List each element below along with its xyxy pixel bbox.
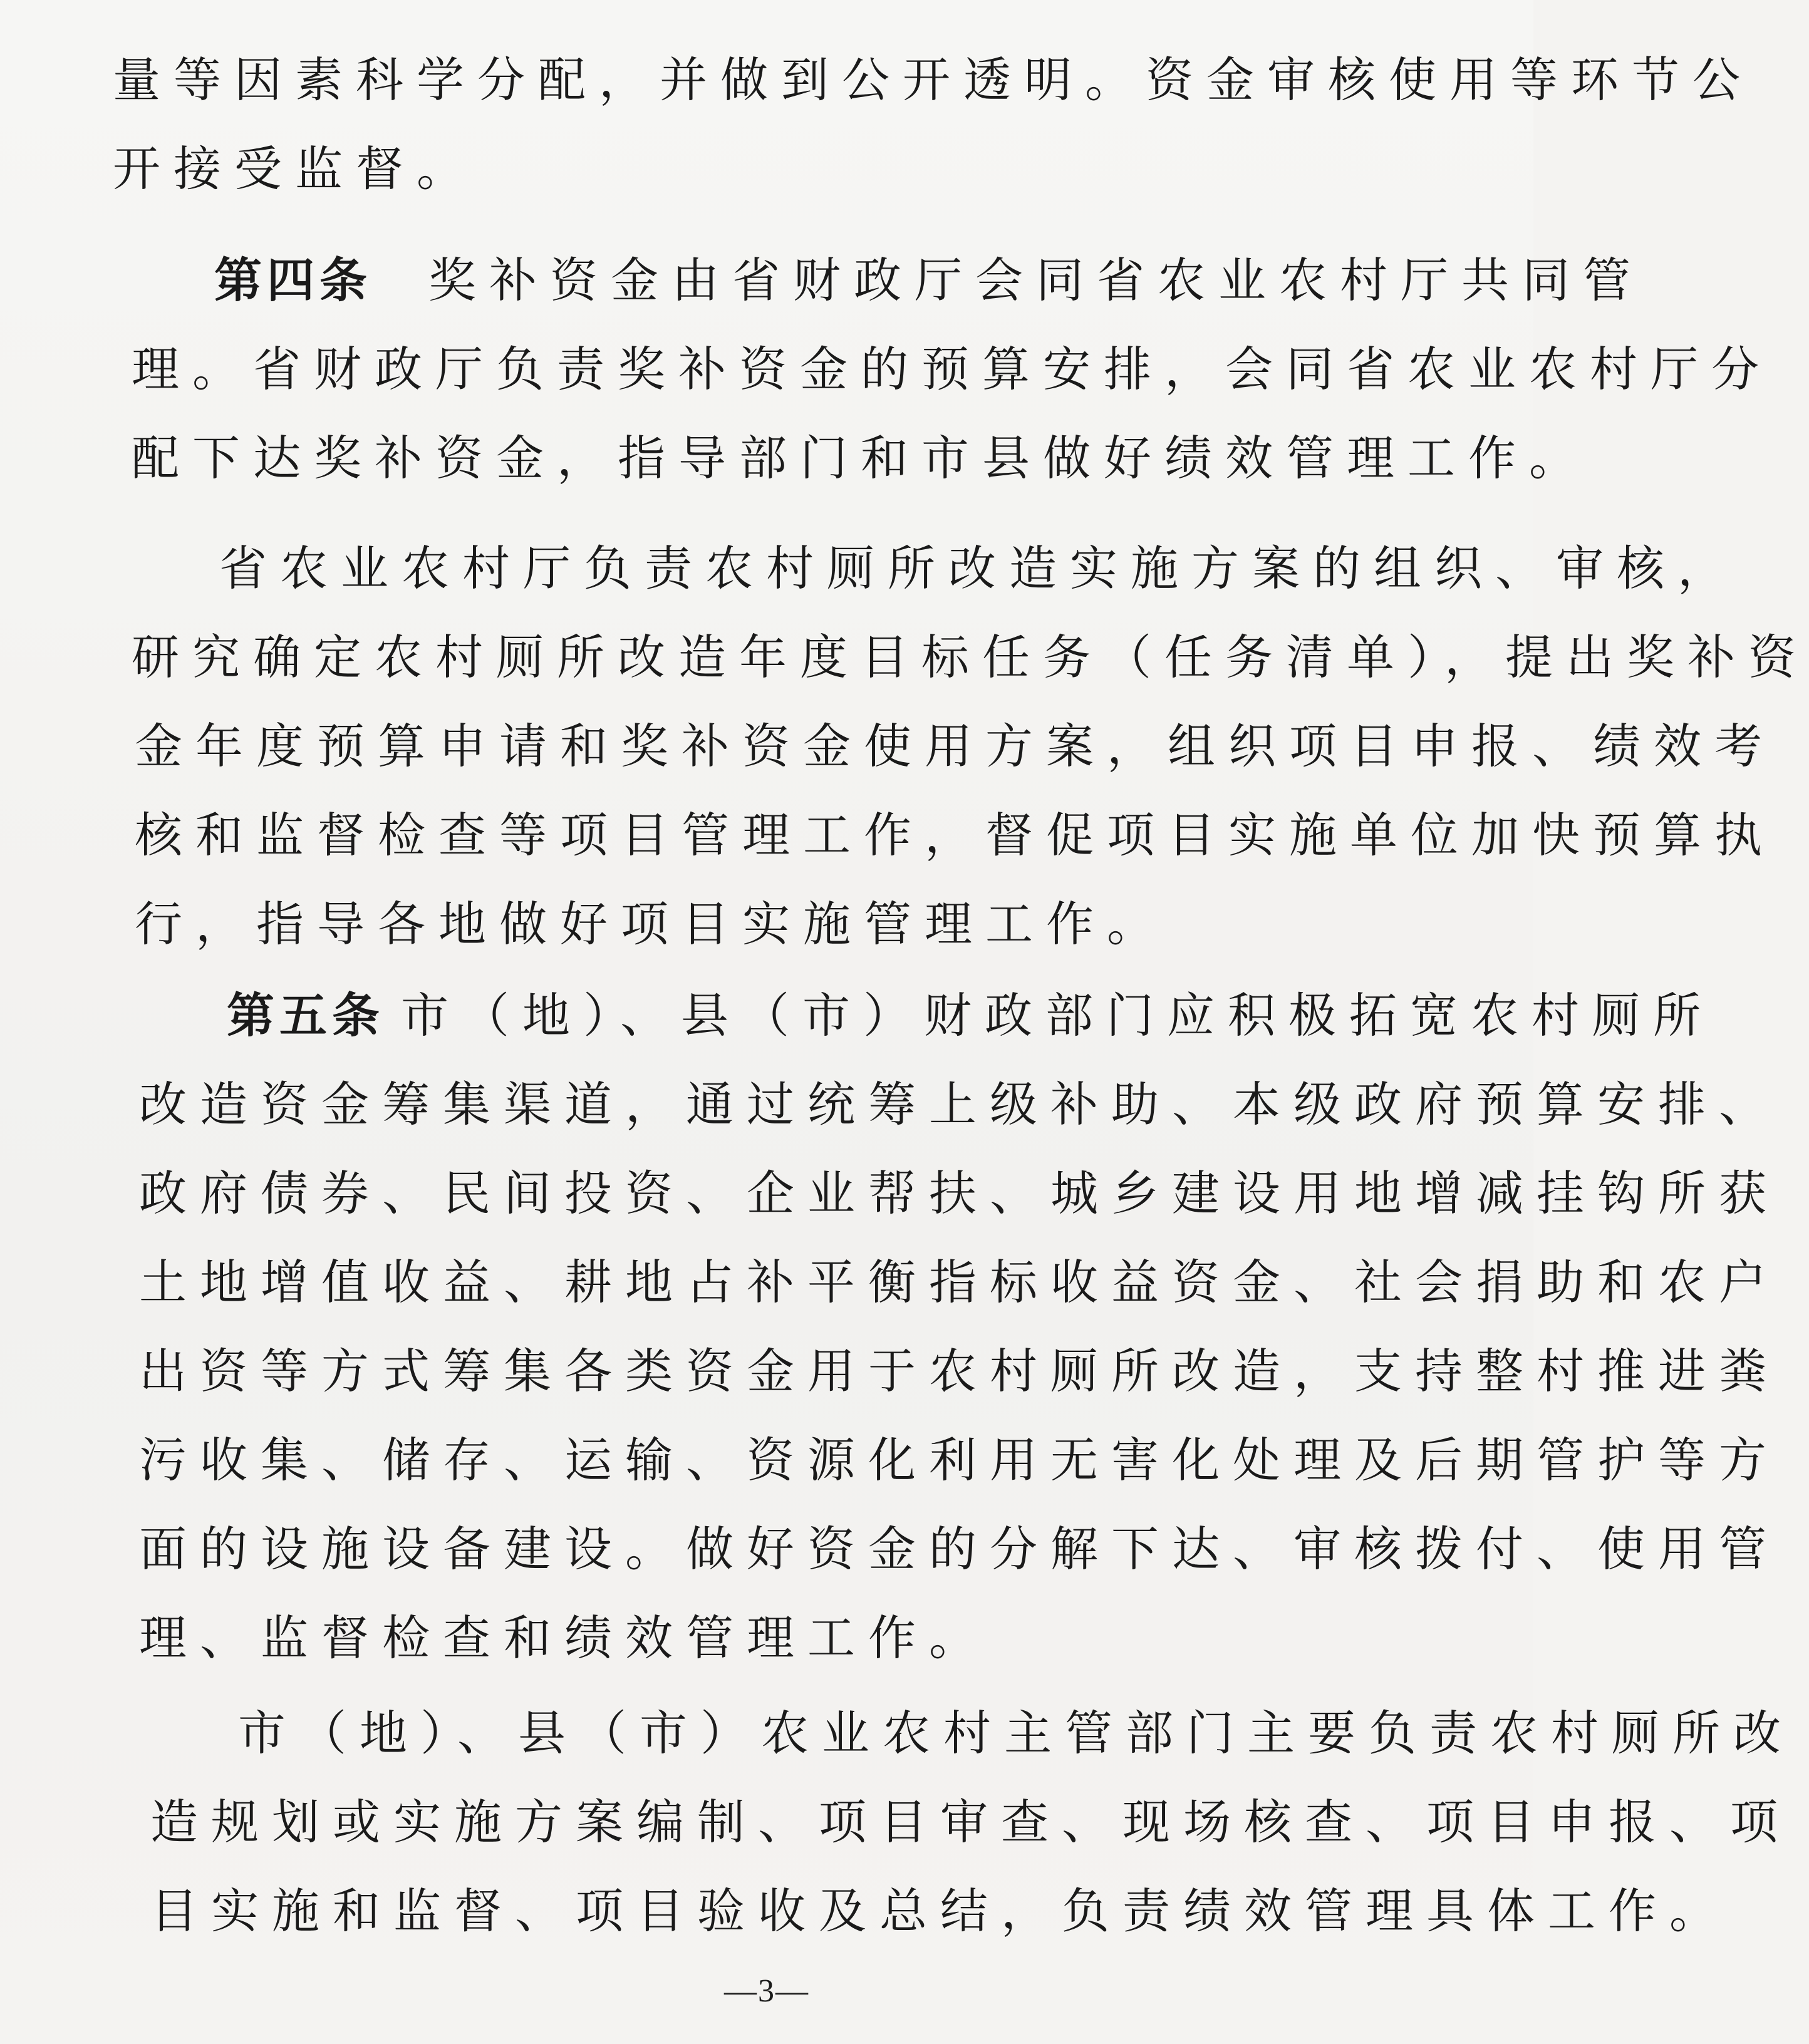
article-5-first-line (227, 984, 1714, 1047)
text-line: 配下达奖补资金，指导部门和市县做好绩效管理工作。 (132, 430, 1590, 486)
text-line: 污收集、储存、运输、资源化利用无害化处理及后期管护等方 (139, 1432, 1780, 1488)
article-4-heading: 第四条 (214, 252, 372, 308)
article-4-text: 奖补资金由省财政厅会同省农业农村厅共同管 (428, 252, 1644, 308)
text-line: 行，指导各地做好项目实施管理工作。 (135, 896, 1168, 952)
article-5-text: 市（地）、县（市）财政部门应积极拓宽农村厕所 (401, 988, 1714, 1043)
text-line: 金年度预算申请和奖补资金使用方案，组织项目申报、绩效考 (135, 718, 1775, 774)
text-line: 造规划或实施方案编制、项目审查、现场核查、项目申报、项 (150, 1794, 1791, 1850)
text-line: 目实施和监督、项目验收及总结，负责绩效管理具体工作。 (150, 1883, 1730, 1939)
text-line: 出资等方式筹集各类资金用于农村厕所改造，支持整村推进粪 (139, 1343, 1780, 1399)
text-line: 量等因素科学分配，并做到公开透明。资金审核使用等环节公 (113, 52, 1753, 108)
page-number: —3— (724, 1973, 809, 2009)
text-line: 省农业农村厅负责农村厕所改造实施方案的组织、审核， (219, 540, 1738, 596)
text-line: 核和监督检查等项目管理工作，督促项目实施单位加快预算执 (135, 807, 1775, 863)
text-line: 研究确定农村厕所改造年度目标任务（任务清单），提出奖补资 (132, 629, 1809, 685)
text-line: 改造资金筹集渠道，通过统筹上级补助、本级政府预算安排、 (139, 1076, 1780, 1132)
article-5-heading: 第五条 (227, 988, 385, 1043)
text-line: 理、监督检查和绩效管理工作。 (139, 1610, 990, 1666)
text-line: 政府债券、民间投资、企业帮扶、城乡建设用地增减挂钩所获 (139, 1165, 1780, 1221)
text-line: 理。省财政厅负责奖补资金的预算安排，会同省农业农村厅分 (132, 341, 1772, 397)
text-line: 市（地）、县（市）农业农村主管部门主要负责农村厕所改 (238, 1705, 1794, 1761)
article-4-first-line (214, 249, 1644, 312)
text-line: 土地增值收益、耕地占补平衡指标收益资金、社会捐助和农户 (139, 1254, 1780, 1310)
text-line: 面的设施设备建设。做好资金的分解下达、审核拨付、使用管 (139, 1521, 1780, 1577)
text-line: 开接受监督。 (113, 141, 477, 197)
